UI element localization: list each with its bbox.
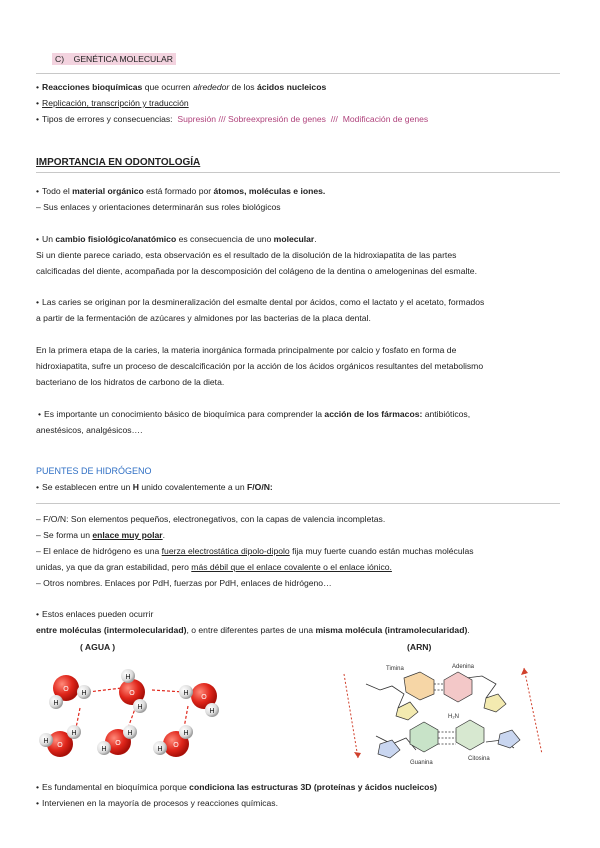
atom-label: H	[125, 674, 131, 681]
rna-label-adenina: Adenina	[452, 664, 475, 670]
sugar-ring	[498, 730, 520, 748]
atom-label: H	[53, 700, 59, 707]
puentes-d2	[36, 529, 165, 541]
imp-p1-b: material orgánico	[72, 186, 144, 196]
puentes-f1-b: condiciona las estructuras 3D (proteínas y ácidos nucleicos)	[189, 782, 438, 792]
imp-p5-a: Es importante un conocimiento básico de bioquímica para comprender la	[44, 409, 325, 419]
c-item-2: • Replicación, transcripción y traducción	[36, 98, 189, 108]
puentes-intro-b: H	[132, 482, 140, 492]
puentes-d2-c: .	[162, 530, 165, 540]
arrow-head	[521, 668, 528, 675]
puentes-intro-d: F/O/N:	[247, 482, 273, 492]
imp-p2-c: es consecuencia de uno	[176, 234, 274, 244]
c-item-3: • Tipos de errores y consecuencias: Supresión /// Sobreexpresión de genes /// Modificación de genes	[36, 114, 429, 124]
imp-p2-e: .	[314, 234, 317, 244]
puentes-d2-a: – Se forma un	[36, 530, 93, 540]
puentes-d3-c: fija muy fuerte cuando están muchas moléculas	[289, 546, 474, 556]
arrow-head	[354, 752, 361, 758]
divider-puentes	[36, 503, 560, 504]
puentes-d3-line2-b: más débil que el enlace covalente o el enlace iónico.	[191, 562, 392, 572]
puentes-d3-line2-a: unidas, ya que da gran estabilidad, pero	[36, 562, 192, 572]
imp-p5-b: acción de los fármacos:	[324, 409, 423, 419]
label-arn: (ARN)	[407, 642, 432, 652]
c-item-2-text: Replicación, transcripción y traducción	[42, 98, 189, 108]
imp-p2-line3: calcificadas del diente, acompañada por la descomposición del colágeno de la dentina o amelogeninas del esmalte.	[36, 266, 477, 276]
water-hbond-figure	[36, 662, 246, 768]
puentes-e2-d: .	[467, 625, 470, 635]
rna-backbone	[366, 676, 514, 750]
puentes-e2-a: entre moléculas (intermolecularidad)	[36, 625, 187, 635]
atom-label: O	[173, 742, 179, 749]
puentes-d3	[36, 545, 474, 557]
section-c-label: C)	[55, 54, 65, 64]
c-item-3-c: Modificación de genes	[342, 114, 429, 124]
imp-p2-b: cambio fisiológico/anatómico	[55, 234, 177, 244]
puentes-e2-b: , o entre diferentes partes de una	[186, 625, 316, 635]
c-item-1-text: que ocurren	[142, 82, 193, 92]
puentes-d3-b: fuerza electrostática dipolo-dipolo	[161, 546, 290, 556]
atom-label: H	[137, 704, 143, 711]
section-c-highlight	[52, 53, 176, 65]
c-item-1: • Reacciones bioquímicas que ocurren alrededor de los ácidos nucleicos	[36, 82, 327, 92]
imp-p1-line2: – Sus enlaces y orientaciones determinarán sus roles biológicos	[36, 202, 281, 212]
imp-p4-line2: hidroxiapatita, sufre un proceso de descalcificación por la acción de los ácidos orgánicos resultantes del metabolismo	[36, 361, 484, 371]
puentes-heading: PUENTES DE HIDRÓGENO	[36, 466, 152, 476]
atom-label: O	[63, 686, 69, 693]
adenine-ring	[444, 672, 472, 702]
puentes-e2	[36, 624, 470, 636]
puentes-f2-text: Intervienen en la mayoría de procesos y reacciones químicas.	[42, 798, 278, 808]
atom-label: O	[201, 694, 207, 701]
imp-p2-d: molecular	[273, 234, 315, 244]
imp-p5: • Es importante un conocimiento básico de bioquímica para comprender la acción de los fármacos: antibióticos,	[38, 409, 471, 419]
imp-p2-line2: Si un diente parece cariado, esta observación es el resultado de la disolución de la hidroxiapatita de las partes	[36, 250, 457, 260]
section-c-title: GENÉTICA MOLECULAR	[73, 54, 173, 64]
imp-p1-a: Todo el	[42, 186, 73, 196]
puentes-d4: – Otros nombres. Enlaces por PdH, fuerzas por PdH, enlaces de hidrógeno…	[36, 578, 332, 588]
c-item-3-sep1: ///	[218, 114, 226, 124]
rna-label-timina: Timina	[386, 666, 404, 672]
puentes-f1-a: Es fundamental en bioquímica porque	[42, 782, 190, 792]
rna-label-citosina: Citosina	[468, 756, 490, 762]
puentes-d3-line2	[36, 561, 392, 573]
puentes-e1: • Estos enlaces pueden ocurrir	[36, 609, 154, 619]
c-item-1-text2: de los	[229, 82, 257, 92]
c-item-3-a: Supresión	[177, 114, 217, 124]
c-item-1-bold: Reacciones bioquímicas	[42, 82, 143, 92]
sugar-ring	[378, 740, 400, 758]
imp-p1: • Todo el material orgánico está formado por átomos, moléculas e iones.	[36, 186, 326, 196]
imp-p3: • Las caries se originan por la desmineralización del esmalte dental por ácidos, como el lactato y el acetato, formados	[36, 297, 485, 307]
puentes-d2-b: enlace muy polar	[92, 530, 163, 540]
rna-label-h2n: H₂N	[448, 714, 459, 720]
section-c-header	[52, 53, 176, 65]
atom-label: H	[71, 730, 77, 737]
atom-label: O	[129, 690, 135, 697]
c-item-1-bold2: ácidos nucleicos	[256, 82, 327, 92]
divider-c	[36, 73, 560, 74]
imp-p5-line2: anestésicos, analgésicos….	[36, 425, 143, 435]
atom-label: H	[127, 730, 133, 737]
c-item-3-label: Tipos de errores y consecuencias:	[42, 114, 173, 124]
atom-label: H	[183, 690, 189, 697]
imp-p1-c: está formado por	[143, 186, 214, 196]
atom-label: H	[101, 746, 107, 753]
imp-p4-line3: bacteriano de los hidratos de carbono de la dieta.	[36, 377, 225, 387]
puentes-f2: • Intervienen en la mayoría de procesos y reacciones químicas.	[36, 798, 278, 808]
atom-label: O	[57, 742, 63, 749]
thymine-ring	[404, 672, 434, 700]
imp-p2: • Un cambio fisiológico/anatómico es consecuencia de uno molecular.	[36, 234, 317, 244]
rna-hbond-figure	[336, 658, 552, 770]
imp-p2-a: Un	[42, 234, 56, 244]
atom-label: H	[157, 746, 163, 753]
c-item-1-italic: alrededor	[192, 82, 230, 92]
imp-p4-line1: En la primera etapa de la caries, la materia inorgánica formada principalmente por calcio y fosfato en forma de	[36, 345, 457, 355]
atom-label: H	[183, 730, 189, 737]
atom-label: O	[115, 740, 121, 747]
rna-label-guanina: Guanina	[410, 760, 433, 766]
puentes-d1: – F/O/N: Son elementos pequeños, electronegativos, con la capas de valencia incompletas.	[36, 514, 386, 524]
puentes-intro: • Se establecen entre un H unido covalentemente a un F/O/N:	[36, 482, 273, 492]
puentes-intro-a: Se establecen entre un	[42, 482, 133, 492]
puentes-e2-c: misma molécula (intramolecularidad)	[315, 625, 468, 635]
puentes-intro-c: unido covalentemente a un	[139, 482, 247, 492]
c-item-3-sep2: ///	[330, 114, 338, 124]
atom-label: H	[209, 708, 215, 715]
puentes-f1: • Es fundamental en bioquímica porque condiciona las estructuras 3D (proteínas y ácidos nucleicos)	[36, 782, 438, 792]
imp-p5-c: antibióticos,	[422, 409, 471, 419]
puentes-e1-text: Estos enlaces pueden ocurrir	[42, 609, 154, 619]
cytosine-ring	[456, 720, 484, 750]
label-agua: ( AGUA )	[80, 642, 116, 652]
imp-p3-line1: Las caries se originan por la desmineralización del esmalte dental por ácidos, como el lactato y el acetato, formados	[42, 297, 485, 307]
atom-label: H	[81, 690, 87, 697]
puentes-d3-a: – El enlace de hidrógeno es una	[36, 546, 162, 556]
imp-p1-d: átomos, moléculas e iones.	[213, 186, 326, 196]
c-item-3-b: Sobreexpresión de genes	[228, 114, 326, 124]
importancia-heading: IMPORTANCIA EN ODONTOLOGÍA	[36, 157, 201, 168]
divider-importancia	[36, 172, 560, 173]
imp-p3-line2: a partir de la fermentación de azúcares y almidones por las bacterias de la placa dental.	[36, 313, 371, 323]
atom-label: H	[43, 738, 49, 745]
